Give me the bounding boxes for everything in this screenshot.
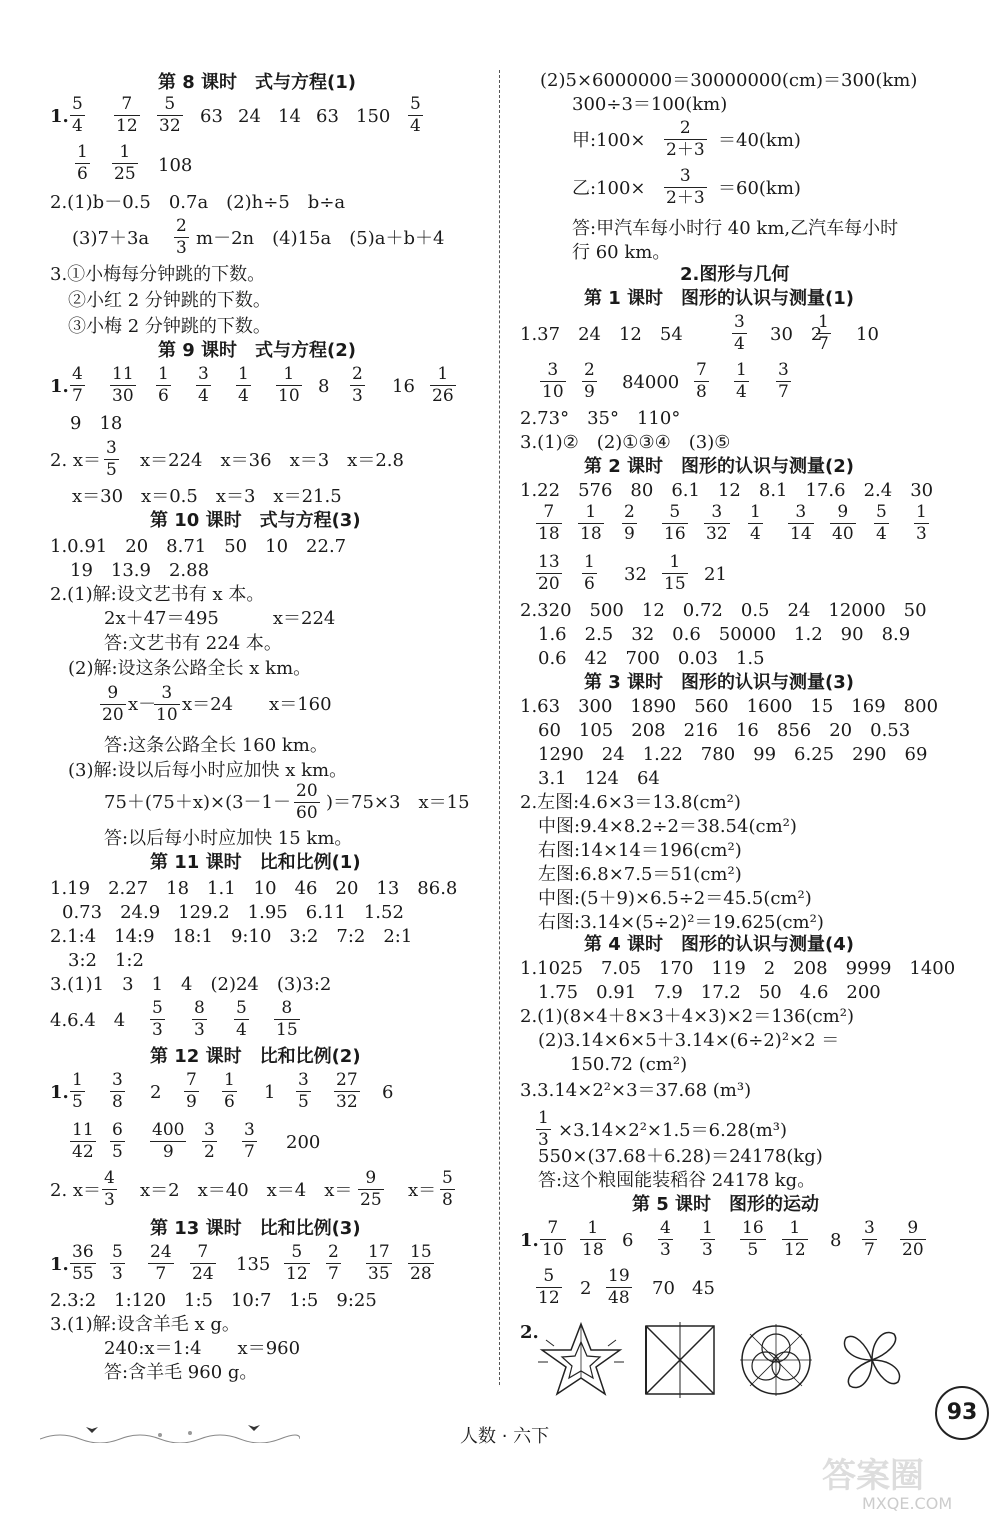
fraction: 1 25 (114, 142, 136, 184)
answer: 32 (624, 564, 647, 585)
answer: 8 (318, 376, 330, 397)
g1-q1-c: 10 (856, 324, 879, 345)
s11-q2-line2: 3:2 1:2 (68, 950, 144, 971)
fraction: 4 3 (104, 1168, 115, 1210)
s8-q3-line1: 3.①小梅每分钟跳的下数。 (50, 264, 266, 285)
top-l3b: ＝40(km) (718, 130, 801, 151)
fraction: 5 8 (442, 1168, 453, 1210)
fraction: 7 9 (186, 1070, 197, 1112)
fraction: 3 2 (204, 1120, 215, 1162)
answer: 14 (278, 106, 301, 127)
s9-q1-label: 1. (50, 376, 69, 397)
g5-q1-label: 1. (520, 1230, 539, 1251)
fraction: 3 2＋3 (666, 166, 705, 208)
circles-figure (736, 1320, 816, 1400)
fraction: 3 7 (864, 1218, 875, 1260)
g3-q1-line2: 60 105 208 216 16 856 20 0.53 (538, 720, 911, 741)
s8-q2-line1: 2.(1)b－0.5 0.7a (2)h÷5 b÷a (50, 192, 346, 213)
pinwheel-figure (832, 1320, 912, 1400)
g3-q2-l4: 左图:6.8×7.5＝51(cm²) (538, 864, 742, 885)
fraction: 3 7 (778, 360, 789, 402)
g3-q2-l3: 右图:14×14＝196(cm²) (538, 840, 742, 861)
fraction: 5 3 (112, 1242, 123, 1284)
s10-q2-1c: 答:文艺书有 224 本。 (104, 633, 282, 654)
g3-q2-l2: 中图:9.4×8.2÷2＝38.54(cm²) (538, 816, 797, 837)
s10-q2-3a: (3)解:设以后每小时应加快 x km。 (68, 760, 348, 781)
fraction: 15 28 (410, 1242, 432, 1284)
answer: 150 (356, 106, 391, 127)
s8-q2-line2a: (3)7＋3a (72, 228, 150, 249)
answer: 6 (382, 1082, 394, 1103)
s10-q1-line2: 19 13.9 2.88 (70, 560, 210, 581)
fraction: 1 6 (224, 1070, 235, 1112)
s12-q2-b: x＝2 x＝40 x＝4 x＝ (140, 1180, 353, 1201)
g3-q1-line3: 1290 24 1.22 780 99 6.25 290 69 (538, 744, 928, 765)
fraction: 1 3 (916, 502, 927, 544)
s10-q2-2end: x＝24 x＝160 (182, 694, 332, 715)
watermark-logo: 答案圈 (822, 1456, 924, 1496)
s10-q2-1a: 2.(1)解:设文艺书有 x 本。 (50, 584, 265, 605)
s13-q1-label: 1. (50, 1254, 69, 1275)
fraction: 7 10 (542, 1218, 564, 1260)
fraction: 5 16 (664, 502, 686, 544)
answer: 63 (316, 106, 339, 127)
page-number: 93 (935, 1386, 989, 1440)
answer: 6 (622, 1230, 634, 1251)
answer: 2 (580, 1278, 592, 1299)
s11-q3: 3.(1)1 3 1 4 (2)24 (3)3:2 (50, 974, 332, 995)
g4-q2-l1: 2.(1)(8×4＋8×3＋4×3)×2＝136(cm²) (520, 1006, 854, 1027)
s10-q2-3b: 75＋(75＋x)×(3－1－ (104, 792, 292, 813)
answer: 108 (158, 155, 193, 176)
g3-q2-l6: 右图:3.14×(5÷2)²＝19.625(cm²) (538, 912, 824, 933)
s12-q2-a: 2. x＝ (50, 1180, 102, 1201)
fraction: 1 18 (582, 1218, 604, 1260)
fraction: 1 10 (278, 364, 300, 406)
footer-subject-label: 人数 · 六下 (460, 1426, 550, 1447)
g2-q1-line1: 1.22 576 80 6.1 12 8.1 17.6 2.4 30 (520, 480, 934, 501)
fraction: 19 48 (608, 1266, 630, 1308)
fraction: 2 2＋3 (666, 118, 705, 160)
fraction: 1 6 (158, 364, 169, 406)
fraction: 3 14 (790, 502, 812, 544)
s10-q1-line1: 1.0.91 20 8.71 50 10 22.7 (50, 536, 347, 557)
g3-q2-l1: 2.左图:4.6×3＝13.8(cm²) (520, 792, 741, 813)
fraction: 4 3 (660, 1218, 671, 1260)
g4-q3-l4: 答:这个粮囤能装稻谷 24178 kg。 (538, 1170, 816, 1191)
fraction: 1 6 (77, 142, 88, 184)
s10-q2-2a: (2)解:设这条公路全长 x km。 (68, 658, 312, 679)
fraction: 400 9 (152, 1120, 185, 1162)
top-l4a: 乙:100× (572, 178, 646, 199)
g4-q3-l2: ×3.14×2²×1.5＝6.28(m³) (558, 1120, 788, 1141)
s10-q2-1b: 2x＋47＝495 x＝224 (104, 608, 336, 629)
fraction: 6 5 (112, 1120, 123, 1162)
fraction: 3 4 (734, 312, 745, 354)
g4-q2-l2: (2)3.14×6×5＋3.14×(6÷2)²×2 ＝ (538, 1030, 840, 1051)
g3-q1-line4: 3.1 124 64 (538, 768, 660, 789)
g4-q3-l1: 3.3.14×2²×3＝37.68 (m³) (520, 1080, 752, 1101)
fraction: 7 8 (696, 360, 707, 402)
watermark-url: MXQE.COM (862, 1494, 953, 1513)
column-divider (499, 70, 500, 1385)
fraction: 1 4 (736, 360, 747, 402)
fraction: 8 3 (194, 998, 205, 1040)
g2-q2-line2: 1.6 2.5 32 0.6 50000 1.2 90 8.9 (538, 624, 911, 645)
fraction: 20 60 (296, 781, 318, 823)
grass-butterfly-decoration (40, 1415, 300, 1443)
fraction: 4 7 (72, 364, 83, 406)
answer: 1 (264, 1082, 276, 1103)
s13-q3c: 答:含羊毛 960 g。 (104, 1362, 258, 1383)
fraction: 5 4 (876, 502, 887, 544)
fraction: 1 5 (72, 1070, 83, 1112)
lesson-10-heading: 第 10 课时 式与方程(3) (150, 510, 361, 531)
answer: 21 (704, 564, 727, 585)
lesson-13-heading: 第 13 课时 比和比例(3) (150, 1218, 361, 1239)
s11-q2-line1: 2.1:4 14:9 18:1 9:10 3:2 7:2 2:1 (50, 926, 413, 947)
answer: 135 (236, 1254, 271, 1275)
fraction: 2 3 (352, 364, 363, 406)
fraction: 24 7 (150, 1242, 172, 1284)
star-figure (536, 1320, 626, 1400)
top-l4b: ＝60(km) (718, 178, 801, 199)
s8-q1-label: 1. (50, 106, 69, 127)
s10-q2-3c: )＝75×3 x＝15 (326, 792, 470, 813)
s12-q2-c: x＝ (408, 1180, 437, 1201)
fraction: 1 4 (238, 364, 249, 406)
g4-q2-l3: 150.72 (cm²) (570, 1054, 688, 1075)
fraction: 7 24 (192, 1242, 214, 1284)
answer: 2 (150, 1082, 162, 1103)
fraction: 5 12 (538, 1266, 560, 1308)
fraction: 1 12 (784, 1218, 806, 1260)
fraction: 8 15 (276, 998, 298, 1040)
g5-q2-label: 2. (520, 1322, 539, 1343)
fraction: 3 7 (244, 1120, 255, 1162)
s9-q1-line2: 9 18 (70, 413, 123, 434)
answer: 16 (392, 376, 415, 397)
g-lesson-4-heading: 第 4 课时 图形的认识与测量(4) (584, 934, 855, 955)
g4-q1-line2: 1.75 0.91 7.9 17.2 50 4.6 200 (538, 982, 881, 1003)
g1-q1-b: 30 2 (770, 324, 823, 345)
fraction: 2 3 (176, 216, 187, 258)
s10-q2-2c: 答:这条公路全长 160 km。 (104, 735, 328, 756)
fraction: 9 40 (832, 502, 854, 544)
fraction: 1 6 (584, 552, 595, 594)
g-lesson-3-heading: 第 3 课时 图形的认识与测量(3) (584, 672, 855, 693)
fraction: 3 10 (542, 360, 564, 402)
s12-q1-label: 1. (50, 1082, 69, 1103)
fraction: 11 42 (72, 1120, 94, 1162)
fraction: 5 12 (286, 1242, 308, 1284)
g1-q1-a: 1.37 24 12 54 (520, 324, 683, 345)
fraction: 3 5 (298, 1070, 309, 1112)
fraction: 1 4 (750, 502, 761, 544)
fraction: 1 3 (538, 1108, 549, 1150)
s8-q3-line3: ③小梅 2 分钟跳的下数。 (68, 316, 271, 337)
answer: 200 (286, 1132, 321, 1153)
s9-q2-a: 2. x＝ (50, 450, 102, 471)
fraction: 3 32 (706, 502, 728, 544)
fraction: 16 5 (742, 1218, 764, 1260)
s8-q2-line2b: m－2n (4)15a (5)a＋b＋4 (196, 228, 445, 249)
fraction: 9 20 (102, 683, 124, 725)
fraction: 1 26 (432, 364, 454, 406)
answer: 24 (238, 106, 261, 127)
fraction: 3 8 (112, 1070, 123, 1112)
g-lesson-2-heading: 第 2 课时 图形的认识与测量(2) (584, 456, 855, 477)
lesson-11-heading: 第 11 课时 比和比例(1) (150, 852, 361, 873)
g-lesson-5-heading: 第 5 课时 图形的运动 (632, 1194, 820, 1215)
lesson-9-heading: 第 9 课时 式与方程(2) (158, 340, 357, 361)
fraction: 9 20 (902, 1218, 924, 1260)
g4-q3-l3: 550×(37.68＋6.28)＝24178(kg) (538, 1146, 823, 1167)
fraction: 7 12 (116, 94, 138, 136)
g-lesson-1-heading: 第 1 课时 图形的认识与测量(1) (584, 288, 855, 309)
fraction: 5 3 (152, 998, 163, 1040)
g2-q2-line1: 2.320 500 12 0.72 0.5 24 12000 50 (520, 600, 927, 621)
fraction: 2 7 (328, 1242, 339, 1284)
answer: 8 (830, 1230, 842, 1251)
answer: 63 (200, 106, 223, 127)
fraction: 1 3 (702, 1218, 713, 1260)
s13-q2: 2.3:2 1:120 1:5 10:7 1:5 9:25 (50, 1290, 377, 1311)
fraction: 9 25 (360, 1168, 382, 1210)
fraction: 13 20 (538, 552, 560, 594)
answer: 70 (652, 1278, 675, 1299)
answer: 45 (692, 1278, 715, 1299)
fraction: 3 5 (106, 438, 117, 480)
s10-q2-2mid: x－ (128, 694, 157, 715)
bowtie-figure (640, 1320, 720, 1400)
top-l2: 300÷3＝100(km) (572, 94, 728, 115)
fraction: 11 30 (112, 364, 134, 406)
s10-q2-3d: 答:以后每小时应加快 15 km。 (104, 828, 353, 849)
g3-q2-l5: 中图:(5＋9)×6.5÷2＝45.5(cm²) (538, 888, 812, 909)
fraction: 5 32 (159, 94, 181, 136)
g4-q1-line1: 1.1025 7.05 170 119 2 208 9999 1400 (520, 958, 956, 979)
fraction: 7 18 (538, 502, 560, 544)
s9-q2-line2: x＝30 x＝0.5 x＝3 x＝21.5 (72, 486, 342, 507)
s11-q1-line1: 1.19 2.27 18 1.1 10 46 20 13 86.8 (50, 878, 458, 899)
top-l1: (2)5×6000000＝30000000(cm)＝300(km) (540, 70, 918, 91)
fraction: 3 4 (198, 364, 209, 406)
fraction: 5 4 (236, 998, 247, 1040)
top-l5: 答:甲汽车每小时行 40 km,乙汽车每小时 (572, 218, 899, 239)
top-l6: 行 60 km。 (572, 242, 671, 263)
s9-q2-b: x＝224 x＝36 x＝3 x＝2.8 (140, 450, 404, 471)
fraction: 5 4 (72, 94, 83, 136)
fraction: 5 4 (410, 94, 421, 136)
g1-q3: 3.(1)② (2)①③④ (3)⑤ (520, 432, 731, 453)
fraction: 3 10 (156, 683, 178, 725)
s13-q3b: 240:x＝1:4 x＝960 (104, 1338, 301, 1359)
answer: 84000 (622, 372, 680, 393)
g3-q1-line1: 1.63 300 1890 560 1600 15 169 800 (520, 696, 939, 717)
fraction: 2 9 (584, 360, 595, 402)
fraction: 1 18 (580, 502, 602, 544)
g2-q2-line3: 0.6 42 700 0.03 1.5 (538, 648, 765, 669)
fraction: 1 7 (818, 312, 829, 354)
lesson-12-heading: 第 12 课时 比和比例(2) (150, 1046, 361, 1067)
lesson-8-heading: 第 8 课时 式与方程(1) (158, 72, 357, 93)
fraction: 2 9 (624, 502, 635, 544)
fraction: 17 35 (368, 1242, 390, 1284)
top-l3a: 甲:100× (572, 130, 646, 151)
g1-q2: 2.73° 35° 110° (520, 408, 681, 429)
fraction: 1 15 (664, 552, 686, 594)
section-2-heading: 2.图形与几何 (680, 264, 790, 285)
s11-q1-line2: 0.73 24.9 129.2 1.95 6.11 1.52 (62, 902, 404, 923)
fraction: 36 55 (72, 1242, 94, 1284)
fraction: 27 32 (336, 1070, 358, 1112)
s8-q3-line2: ②小红 2 分钟跳的下数。 (68, 290, 271, 311)
s13-q3a: 3.(1)解:设含羊毛 x g。 (50, 1314, 240, 1335)
s11-q4-a: 4.6.4 4 (50, 1010, 126, 1031)
